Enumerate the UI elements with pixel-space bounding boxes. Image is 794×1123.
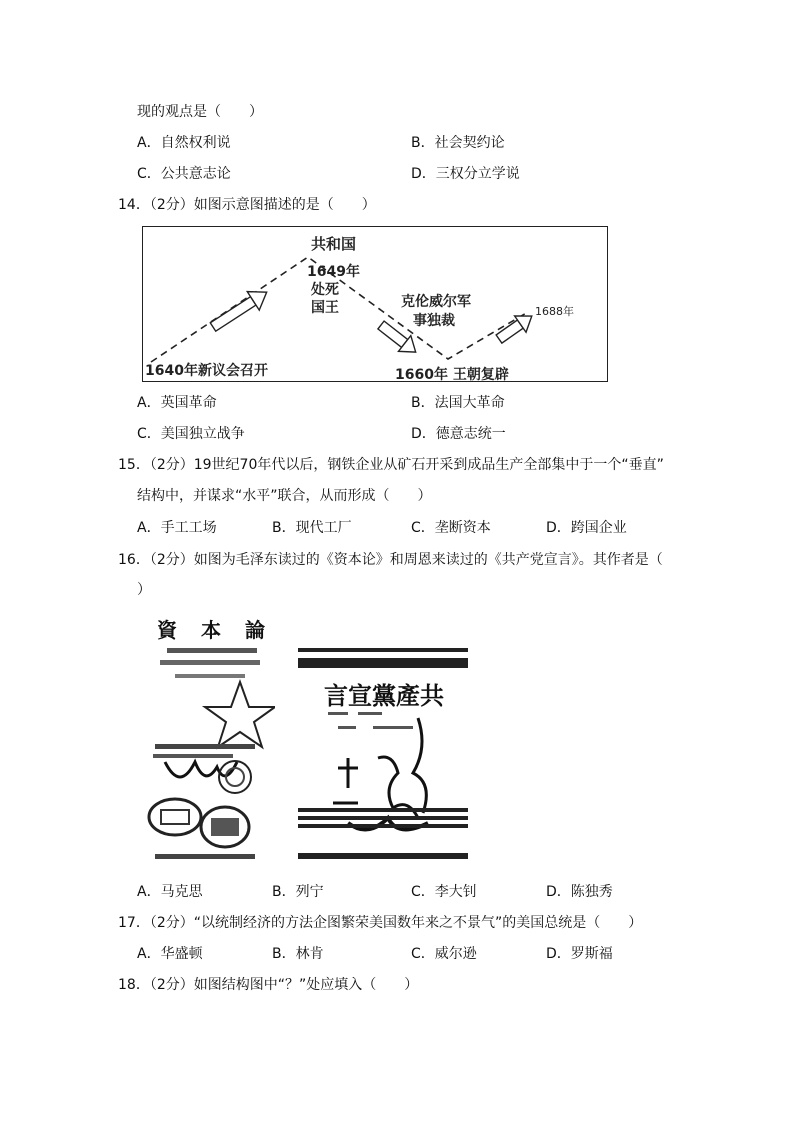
diagram-label-king: 国王	[311, 300, 339, 316]
q15-stem-line1: 15．（2分）19世纪70年代以后，钢铁企业从矿石开采到成品生产全部集中于一个“垂直”	[118, 457, 664, 473]
oval-stamp-icon	[149, 799, 201, 835]
star-stamp-icon	[205, 682, 275, 747]
q14-option-a: A．英国革命	[137, 395, 217, 411]
diagram-label-1649: 1649年	[307, 264, 360, 280]
q13-stem-continuation: 现的观点是（ ）	[137, 104, 263, 120]
q17-option-b: B．林肯	[272, 946, 324, 962]
q17-option-c: C．威尔逊	[411, 946, 477, 962]
das-kapital-cover-image	[145, 612, 275, 867]
q13-option-c: C．公共意志论	[137, 166, 231, 182]
restore-arrow-icon	[493, 308, 537, 347]
q17-option-a: A．华盛顿	[137, 946, 203, 962]
q15-option-c: C．垄断资本	[411, 520, 491, 536]
q18-stem: 18．（2分）如图结构图中“？”处应填入（ ）	[118, 977, 419, 993]
handwriting-mark	[413, 718, 426, 813]
q16-option-b: B．列宁	[272, 884, 324, 900]
q13-option-a: A．自然权利说	[137, 135, 231, 151]
q13-option-b: B．社会契约论	[411, 135, 505, 151]
q16-option-c: C．李大钊	[411, 884, 477, 900]
q16-option-a: A．马克思	[137, 884, 203, 900]
q14-option-c: C．美国独立战争	[137, 426, 245, 442]
q17-stem: 17．（2分）“以统制经济的方法企图繁荣美国数年来之不景气”的美国总统是（ ）	[118, 915, 643, 931]
q16-stem-line1: 16．（2分）如图为毛泽东读过的《资本论》和周恩来读过的《共产党宣言》。其作者是（	[118, 552, 663, 568]
diagram-label-1688: 1688年	[535, 305, 574, 318]
q16-option-d: D．陈独秀	[546, 884, 613, 900]
q14-diagram	[142, 226, 608, 382]
q15-option-a: A．手工工场	[137, 520, 217, 536]
q15-option-d: D．跨国企业	[546, 520, 627, 536]
q14-stem: 14．（2分）如图示意图描述的是（ ）	[118, 197, 376, 213]
das-kapital-stamps	[145, 612, 275, 867]
diagram-label-cromwell: 克伦威尔军	[401, 294, 471, 310]
diagram-label-dictatorship: 事独裁	[413, 313, 455, 329]
rise-arrow-icon	[207, 283, 273, 336]
diagram-label-execute: 处死	[311, 282, 339, 298]
manifesto-title: 言宣黨產共	[324, 681, 444, 710]
q13-option-d: D．三权分立学说	[411, 166, 520, 182]
q16-stem-line2: ）	[137, 582, 151, 598]
diagram-label-1660: 1660年 王朝复辟	[395, 367, 509, 383]
communist-manifesto-cover-image	[298, 648, 468, 868]
das-kapital-title: 資 本 論	[157, 618, 267, 642]
q15-stem-line2: 结构中，并谋求“水平”联合，从而形成（ ）	[137, 488, 432, 504]
diagram-label-republic: 共和国	[311, 235, 357, 253]
diagram-label-1640: 1640年新议会召开	[145, 363, 268, 379]
q14-option-d: D．德意志统一	[411, 426, 506, 442]
q17-option-d: D．罗斯福	[546, 946, 613, 962]
q14-option-b: B．法国大革命	[411, 395, 505, 411]
q15-option-b: B．现代工厂	[272, 520, 352, 536]
